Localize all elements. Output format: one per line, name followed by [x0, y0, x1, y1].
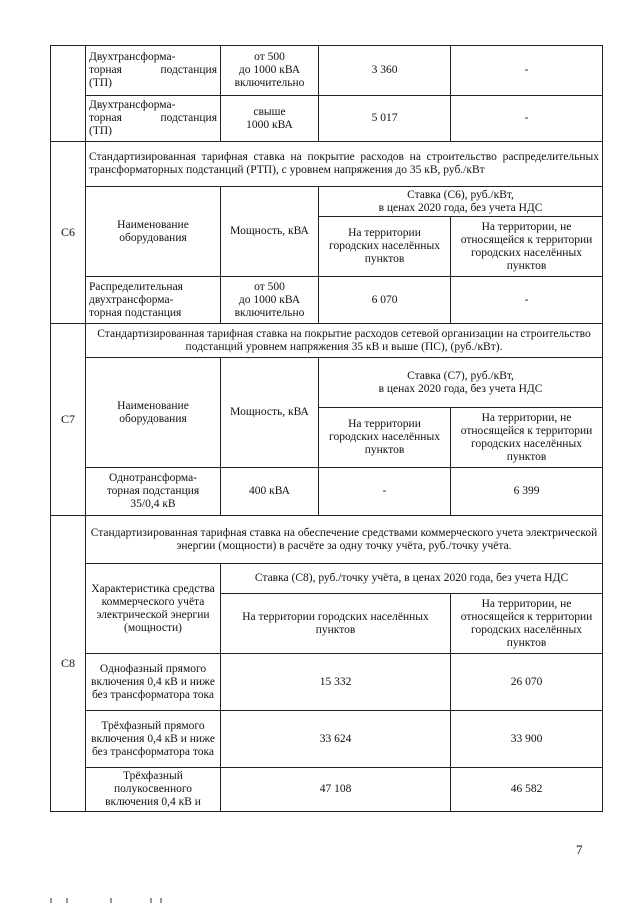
table-row	[51, 46, 603, 96]
c8-rural-header: На территории, не относящейся к территории городских населённых пунктов	[451, 594, 603, 654]
power-value: от 500 до 1000 кВА включительно	[221, 277, 319, 324]
c7-rural-header: На территории, не относящейся к территории городских населённых пунктов	[451, 408, 603, 468]
c7-urban-header: На территории городских населённых пунктов	[319, 408, 451, 468]
c8-urban-header: На территории городских населённых пунктов	[221, 594, 451, 654]
equipment-name: Распределительная двухтрансформа- торная подстанция	[86, 277, 221, 324]
rural-rate: 33 900	[451, 711, 603, 768]
equipment-name: Двухтрансформа- торная подстанция (ТП)	[86, 96, 221, 142]
power-value: 400 кВА	[221, 468, 319, 516]
rural-rate: -	[451, 96, 603, 142]
c7-header-row	[51, 358, 603, 408]
rural-rate: 26 070	[451, 654, 603, 711]
scan-artifact	[50, 898, 52, 903]
c7-col-name: Наименование оборудования	[86, 358, 221, 468]
rate-code-c8: С8	[51, 516, 86, 812]
c7-description-row	[51, 324, 603, 358]
urban-rate: -	[319, 468, 451, 516]
c6-rate-header: Ставка (С6), руб./кВт, в ценах 2020 года, без учета НДС	[319, 187, 603, 217]
scan-artifact	[160, 898, 162, 903]
table-row	[51, 277, 603, 324]
c6-urban-header: На территории городских населённых пунктов	[319, 217, 451, 277]
c8-header-row	[51, 564, 603, 594]
scan-artifact	[150, 898, 152, 903]
scan-artifact	[66, 898, 68, 903]
c7-col-power: Мощность, кВА	[221, 358, 319, 468]
c7-rate-header: Ставка (С7), руб./кВт, в ценах 2020 года, без учета НДС	[319, 358, 603, 408]
c6-col-name: Наименование оборудования	[86, 187, 221, 277]
meter-type: Трёхфазный полукосвенного включения 0,4 кВ и	[86, 768, 221, 812]
power-value: свыше 1000 кВА	[221, 96, 319, 142]
meter-type: Однофазный прямого включения 0,4 кВ и ниже без трансформатора тока	[86, 654, 221, 711]
c6-header-row	[51, 187, 603, 217]
c7-description: Стандартизированная тарифная ставка на покрытие расходов сетевой организации на строительство подстанций уровнем напряжения 35 кВ и выше (ПС), (руб./кВт).	[86, 324, 603, 358]
table-row	[51, 711, 603, 768]
rural-rate: -	[451, 46, 603, 96]
rural-rate: 46 582	[451, 768, 603, 812]
c8-description: Стандартизированная тарифная ставка на обеспечение средствами коммерческого учета электрической энергии (мощности) в расчёте за одну точку учёта, руб./точку учёта.	[86, 516, 603, 564]
c6-col-power: Мощность, кВА	[221, 187, 319, 277]
tariff-table	[50, 45, 603, 812]
table-row	[51, 96, 603, 142]
c8-col-name: Характеристика средства коммерческого учёта электрической энергии (мощности)	[86, 564, 221, 654]
page-number: 7	[576, 842, 583, 857]
c6-description-row	[51, 142, 603, 187]
urban-rate: 6 070	[319, 277, 451, 324]
rural-rate: -	[451, 277, 603, 324]
equipment-name: Однотрансформа- торная подстанция 35/0,4 кВ	[86, 468, 221, 516]
urban-rate: 5 017	[319, 96, 451, 142]
urban-rate: 3 360	[319, 46, 451, 96]
scan-artifact	[110, 898, 112, 903]
c6-description: Стандартизированная тарифная ставка на покрытие расходов на строительство распределительных трансформаторных подстанций (РТП), с уровнем напряжения до 35 кВ, руб./кВт	[86, 142, 603, 187]
table-row	[51, 654, 603, 711]
meter-type: Трёхфазный прямого включения 0,4 кВ и ниже без трансформатора тока	[86, 711, 221, 768]
rural-rate: 6 399	[451, 468, 603, 516]
table-row	[51, 468, 603, 516]
equipment-name: Двухтрансформа- торная подстанция (ТП)	[86, 46, 221, 96]
urban-rate: 33 624	[221, 711, 451, 768]
code-cell-empty	[51, 46, 86, 142]
rate-code-c7: С7	[51, 324, 86, 516]
urban-rate: 47 108	[221, 768, 451, 812]
urban-rate: 15 332	[221, 654, 451, 711]
rate-code-c6: С6	[51, 142, 86, 324]
c6-rural-header: На территории, не относящейся к территории городских населённых пунктов	[451, 217, 603, 277]
table-row	[51, 768, 603, 812]
power-value: от 500 до 1000 кВА включительно	[221, 46, 319, 96]
c8-rate-header: Ставка (С8), руб./точку учёта, в ценах 2020 года, без учета НДС	[221, 564, 603, 594]
c8-description-row	[51, 516, 603, 564]
